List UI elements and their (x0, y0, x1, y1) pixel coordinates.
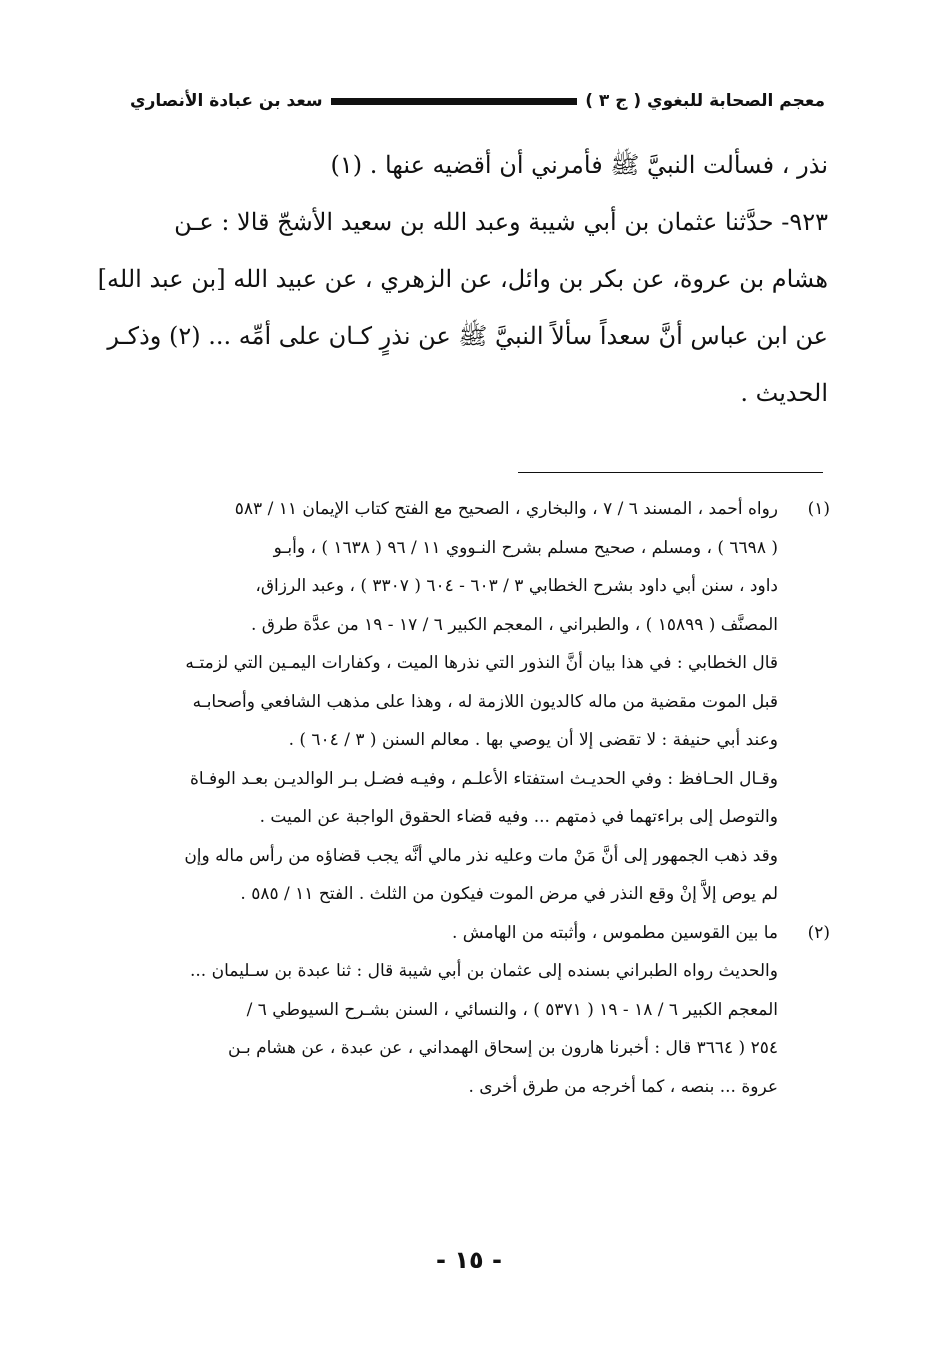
main-line: هشام بن عروة، عن بكر بن وائل، عن الزهري ، عن عبيد الله [بن عبد الله] (97, 265, 828, 293)
footnote-line: رواه أحمد ، المسند ٦ / ٧ ، والبخاري ، الصحيح مع الفتح كتاب الإيمان ١١ / ٥٨٣ (234, 499, 778, 519)
footnote-line: والحديث رواه الطبراني بسنده إلى عثمان بن أبي شيبة قال : ثنا عبدة بن سـليمان ... (189, 961, 778, 981)
footnote-1 (118, 490, 830, 914)
footnote-line: المصنَّف ( ١٥٨٩٩ ) ، والطبراني ، المعجم الكبير ٦ / ١٧ - ١٩ من عدَّة طرق . (251, 614, 778, 635)
footnote-separator (518, 472, 823, 473)
footnote-line: المعجم الكبير ٦ / ١٨ - ١٩ ( ٥٣٧١ ) ، والنسائي ، السنن بشـرح السيوطي ٦ / (246, 999, 778, 1020)
footnotes (118, 490, 830, 1106)
header-rule (331, 98, 578, 105)
main-line: ٩٢٣- حدَّثنا عثمان بن أبي شيبة وعبد الله بن سعيد الأشجّ قالا : عـن (174, 208, 828, 236)
footnote-line: قال الخطابي : في هذا بيان أنَّ النذور التي نذرها الميت ، وكفارات اليمـين التي لزمتـه (185, 653, 778, 673)
footnote-line: ٢٥٤ ( ٣٦٦٤ قال : أخبرنا هارون بن إسحاق الهمداني ، عن عبدة ، عن هشام بـن (228, 1038, 778, 1058)
footnote-line: قبل الموت مقضية من ماله كالديون اللازمة له ، وهذا على مذهب الشافعي وأصحابـه (192, 691, 778, 712)
main-line: الحديث . (740, 379, 828, 407)
footnote-line: داود ، سنن أبي داود بشرح الخطابي ٣ / ٦٠٣ - ٦٠٤ ( ٣٣٠٧ ) ، وعبد الرزاق، (255, 576, 778, 596)
footnote-line: ما بين القوسين مطموس ، وأثبته من الهامش . (451, 922, 778, 943)
running-header (130, 84, 825, 118)
footnote-line: عروة ... بنصه ، كما أخرجه من طرق أخرى . (468, 1076, 778, 1097)
main-line: عن ابن عباس أنَّ سعداً سألاً النبيَّ ﷺ عن نذرٍ كـان على أمِّه ... (٢) وذكـر (107, 322, 828, 350)
book-title: معجم الصحابة للبغوي ( ج ٣ ) (585, 91, 825, 111)
footnote-2 (118, 914, 830, 1107)
footnote-number: (٢) (807, 922, 830, 943)
footnote-number: (١) (807, 499, 830, 519)
chapter-title: سعد بن عبادة الأنصاري (130, 91, 323, 111)
footnote-line: وقـال الحـافظ : وفي الحديـث استفتاء الأعلـم ، وفيـه فضـل بـر الوالديـن بعـد الوفـاة (189, 768, 778, 789)
main-text (97, 137, 828, 422)
main-line: نذر ، فسألت النبيَّ ﷺ فأمرني أن أقضيه عنها . (١) (330, 151, 828, 179)
footnote-line: لم يوص إلاَّ إنْ وقع النذر في مرض الموت فيكون من الثلث . الفتح ١١ / ٥٨٥ . (240, 884, 778, 904)
page-number: - ١٥ - (436, 1246, 502, 1274)
footnote-line: وقد ذهب الجمهور إلى أنَّ مَنْ مات وعليه نذر مالي أنَّه يجب قضاؤه من رأس ماله وإن (184, 845, 778, 866)
footnote-line: والتوصل إلى براءتهما في ذمتهم ... وفيه قضاء الحقوق الواجبة عن الميت . (259, 807, 778, 827)
footnote-line: وعند أبي حنيفة : لا تقضى إلا أن يوصي بها . معالم السنن ( ٣ / ٦٠٤ ) . (288, 730, 778, 750)
footnote-line: ( ٦٦٩٨ ) ، ومسلم ، صحيح مسلم بشرح النـووي ١١ / ٩٦ ( ١٦٣٨ ) ، وأبـو (273, 537, 778, 558)
